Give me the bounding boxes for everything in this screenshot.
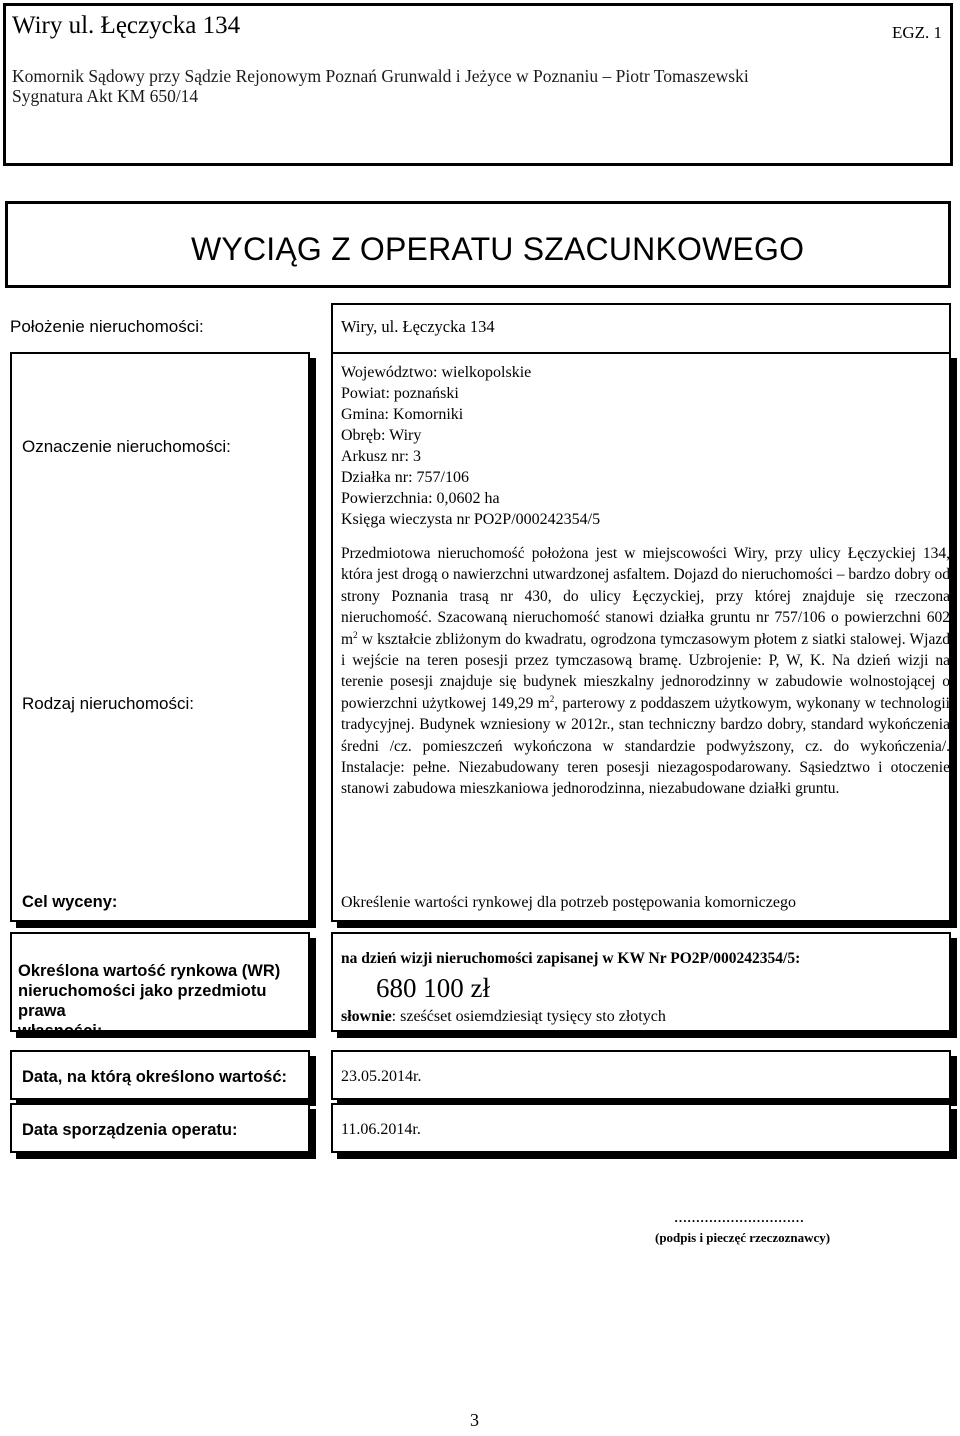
- in-words-label: słownie: [341, 1008, 392, 1025]
- valuation-date-label: Data, na którą określono wartość:: [22, 1068, 287, 1086]
- copy-number: EGZ. 1: [891, 23, 942, 42]
- designation-line: Powiat: poznański: [341, 385, 459, 402]
- description-part-2: w kształcie zbliżonym do kwadratu, ogrodzona tymczasowym płotem z siatki stalowej. Wjazd i wejście na teren posesji przez tymczasową bramę. Uzbrojenie: P, W, K. Na dzień wizji na terenie posesji znajduje się budynek mieszkalny jednorodzinny w zabudowie wolnostojącej o powierzchni użytkowej 149,29 m: [341, 630, 950, 712]
- designation-line: Księga wieczysta nr PO2P/000242354/5: [341, 511, 601, 528]
- property-type-label: Rodzaj nieruchomości:: [22, 694, 194, 713]
- signature-dots: …………………………: [674, 1210, 804, 1225]
- market-value-label-line: nieruchomości jako przedmiotu prawa: [18, 982, 267, 1020]
- superscript: 2: [549, 693, 555, 704]
- description-part-1: Przedmiotowa nieruchomość położona jest w miejscowości Wiry, przy ulicy Łęczyckiej 134, która jest drogą o nawierzchni utwardzonej asfaltem. Dojazd do nieruchomości – bardzo dobry od strony Poznania trasą nr 430, do ulicy Łęczyckiej, przy której znajduje się rzeczona nieruchomość. Szacowaną nieruchomość stanowi działka gruntu nr 757/106 o powierzchni 602 m: [341, 545, 950, 648]
- page-number: 3: [470, 1410, 479, 1430]
- designation-line: Powierzchnia: 0,0602 ha: [341, 490, 500, 507]
- report-date-label: Data sporządzenia operatu:: [22, 1121, 238, 1139]
- main-title-box: [5, 201, 951, 288]
- valuation-date-box: [331, 1050, 951, 1100]
- location-value: Wiry, ul. Łęczycka 134: [341, 317, 495, 336]
- market-value-label-line: własności:: [18, 1022, 103, 1040]
- market-value-label-line: Określona wartość rynkowa (WR): [18, 962, 281, 980]
- description-part-3: , parterowy z poddaszem użytkowym, wykonany w technologii tradycyjnej. Budynek wzniesiony w 2012r., stan techniczny bardzo dobry, standard wykończenia średni /cz. pomieszczeń wykończona w standardzie podwyższony, cz. do wykończenia/. Instalacje: pełne. Niezabudowany teren posesji niezagospodarowany. Sąsiedztwo i otoczenie stanowi zabudowa mieszkaniowa jednorodzinna, niezabudowane działki gruntu.: [341, 694, 950, 798]
- market-value-label: [18, 961, 308, 1041]
- report-date-label-box: [10, 1103, 310, 1153]
- designation-details: [341, 362, 600, 530]
- signature-caption: (podpis i pieczęć rzeczoznawcy): [655, 1230, 831, 1245]
- market-value-heading: na dzień wizji nieruchomości zapisanej w KW Nr PO2P/000242354/5:: [341, 950, 801, 967]
- main-title: WYCIĄG Z OPERATU SZACUNKOWEGO: [191, 231, 805, 267]
- bailiff-line: Komornik Sądowy przy Sądzie Rejonowym Poznań Grunwald i Jeżyce w Poznaniu – Piotr Tomaszewski: [12, 66, 749, 86]
- valuation-date-value: 23.05.2014r.: [341, 1068, 422, 1085]
- location-label: Położenie nieruchomości:: [10, 317, 204, 336]
- designation-line: Arkusz nr: 3: [341, 448, 421, 465]
- header-box: [3, 3, 953, 166]
- purpose-label: Cel wyceny:: [22, 893, 118, 911]
- designation-line: Województwo: wielkopolskie: [341, 364, 532, 381]
- designation-line: Obręb: Wiry: [341, 427, 422, 444]
- report-date-box: [331, 1103, 951, 1153]
- market-value-box: [331, 932, 951, 1032]
- location-value-box: [331, 303, 951, 355]
- document-title: Wiry ul. Łęczycka 134: [12, 12, 241, 39]
- in-words-value: : sześćset osiemdziesiąt tysięcy sto złotych: [391, 1008, 666, 1025]
- market-value-in-words: [341, 1008, 666, 1026]
- case-signature: Sygnatura Akt KM 650/14: [12, 86, 199, 106]
- report-date-value: 11.06.2014r.: [341, 1121, 421, 1138]
- designation-line: Gmina: Komorniki: [341, 406, 464, 423]
- property-description: [341, 543, 950, 800]
- market-value-amount: 680 100 zł: [376, 973, 490, 1003]
- designation-label: Oznaczenie nieruchomości:: [22, 437, 231, 456]
- purpose-value: Określenie wartości rynkowej dla potrzeb postępowania komorniczego: [341, 894, 796, 911]
- market-value-label-box: [10, 932, 310, 1040]
- labels-column: [10, 352, 310, 922]
- superscript: 2: [353, 629, 358, 640]
- designation-line: Działka nr: 757/106: [341, 469, 469, 486]
- valuation-date-label-box: [10, 1050, 310, 1100]
- values-column: [331, 352, 951, 922]
